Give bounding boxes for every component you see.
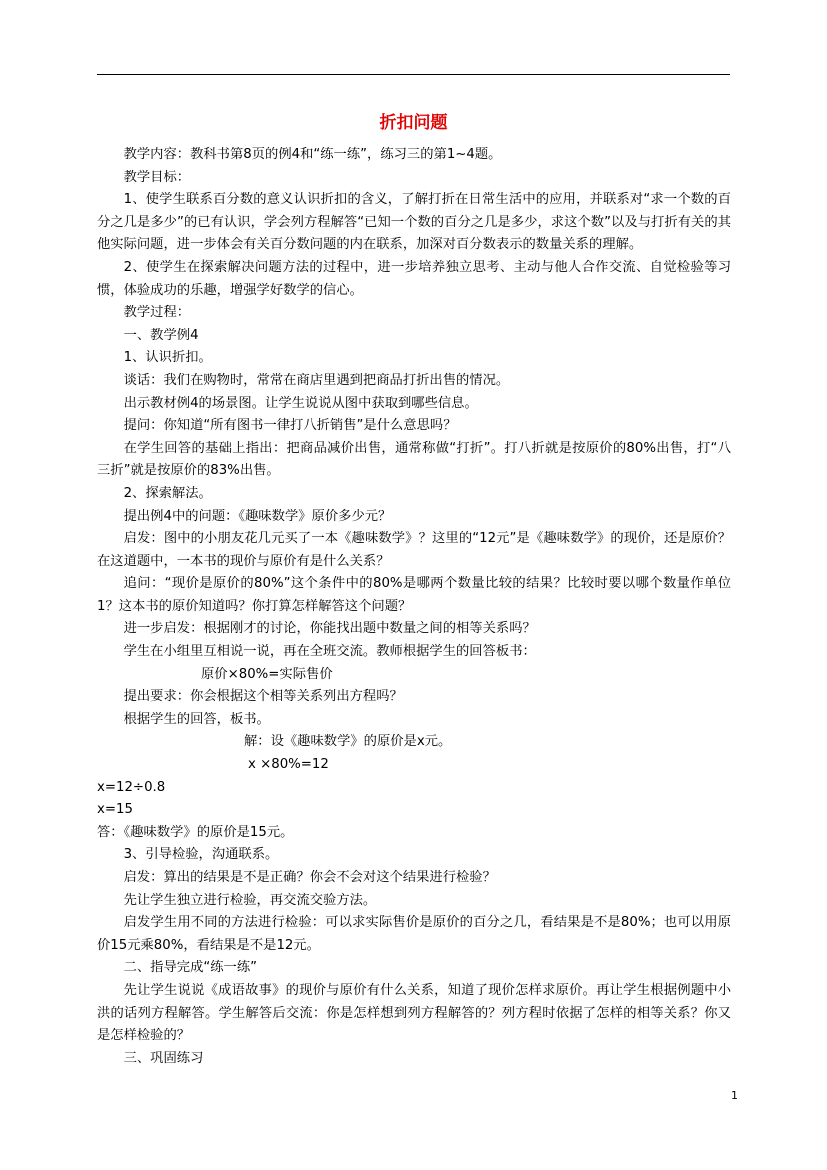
paragraph-board-writing: 根据学生的回答，板书。 (123, 711, 270, 727)
paragraph-problem: 提出例4中的问题：《趣味数学》原价多少元？ (123, 508, 392, 524)
formula-relation: 原价×80%=实际售价 (201, 666, 333, 682)
section-heading-1: 一、教学例4 (123, 327, 199, 343)
document-title: 折扣问题 (379, 113, 448, 133)
paragraph-further-inspire: 进一步启发：根据刚才的讨论，你能找出题中数量之间的相等关系吗？ (123, 621, 536, 637)
equation-step-1: x=12÷0.8 (97, 779, 166, 795)
paragraph-step-3: 3、引导检验，沟通联系。 (123, 847, 279, 863)
paragraph-step-1: 1、认识折扣。 (123, 350, 212, 366)
document-body (97, 144, 731, 1070)
paragraph-objectives-heading: 教学目标： (123, 169, 191, 185)
section-heading-2: 二、指导完成“练一练” (123, 960, 258, 976)
equation-step-2: x=15 (97, 802, 133, 818)
paragraph-objective-2: 2、使学生在探索解决问题方法的过程中，进一步培养独立思考、主动与他人合作交流、自觉检验等习惯，体验成功的乐趣，增强学好数学的信心。 (97, 259, 731, 298)
paragraph-practice: 先让学生说说《成语故事》的现价与原价有什么关系，知道了现价怎样求原价。再让学生根据例题中小洪的话列方程解答。学生解答后交流：你是怎样想到列方程解答的？列方程时依据了怎样的相等关系？你又是怎样检验的？ (97, 982, 731, 1044)
paragraph-step-2: 2、探索解法。 (123, 485, 212, 501)
solution-setup: 解：设《趣味数学》的原价是x元。 (244, 734, 452, 750)
paragraph-question: 提问：你知道“所有图书一律打八折销售”是什么意思吗？ (123, 418, 457, 434)
page-number: 1 (731, 1089, 738, 1102)
answer: 答：《趣味数学》的原价是15元。 (97, 824, 294, 840)
paragraph-independent-check: 先让学生独立进行检验，再交流交验方法。 (123, 892, 377, 908)
header-rule (97, 74, 730, 75)
paragraph-talk: 谈话：我们在购物时，常常在商店里遇到把商品打折出售的情况。 (123, 372, 510, 388)
equation: x ×80%=12 (248, 757, 329, 773)
paragraph-explain-discount: 在学生回答的基础上指出：把商品减价出售，通常称做“打折”。打八折就是按原价的80%出售，打“八三折”就是按原价的83%出售。 (97, 440, 731, 479)
paragraph-inspire: 启发：图中的小朋友花几元买了一本《趣味数学》？这里的“12元”是《趣味数学》的现价，还是原价？在这道题中，一本书的现价与原价有是什么关系？ (97, 531, 731, 569)
section-heading-3: 三、巩固练习 (123, 1050, 204, 1066)
paragraph-follow-up: 追问：“现价是原价的80%”这个条件中的80%是哪两个数量比较的结果？比较时要以哪个数量作单位1？这本书的原价知道吗？你打算怎样解答这个问题？ (97, 576, 731, 614)
paragraph-objective-1: 1、使学生联系百分数的意义认识折扣的含义，了解打折在日常生活中的应用，并联系对“求一个数的百分之几是多少”的已有认识，学会列方程解答“已知一个数的百分之几是多少，求这个数”以及与打折有关的其他实际问题，进一步体会有关百分数问题的内在联系，加深对百分数表示的数量关系的理解。 (97, 192, 731, 253)
paragraph-check-question: 启发：算出的结果是不是正确？你会不会对这个结果进行检验？ (123, 870, 496, 885)
paragraph-process-heading: 教学过程： (123, 305, 191, 321)
paragraph-content: 教学内容：教科书第8页的例4和“练一练”，练习三的第1~4题。 (123, 147, 502, 162)
paragraph-show-picture: 出示教材例4的场景图。让学生说说从图中获取到哪些信息。 (123, 395, 478, 411)
paragraph-group-discussion: 学生在小组里互相说一说，再在全班交流。教师根据学生的回答板书： (123, 644, 536, 660)
paragraph-request: 提出要求：你会根据这个相等关系列出方程吗？ (123, 689, 403, 705)
paragraph-check-methods: 启发学生用不同的方法进行检验：可以求实际售价是原价的百分之几，看结果是不是80%；也可以用原价15元乘80%，看结果是不是12元。 (97, 915, 731, 953)
